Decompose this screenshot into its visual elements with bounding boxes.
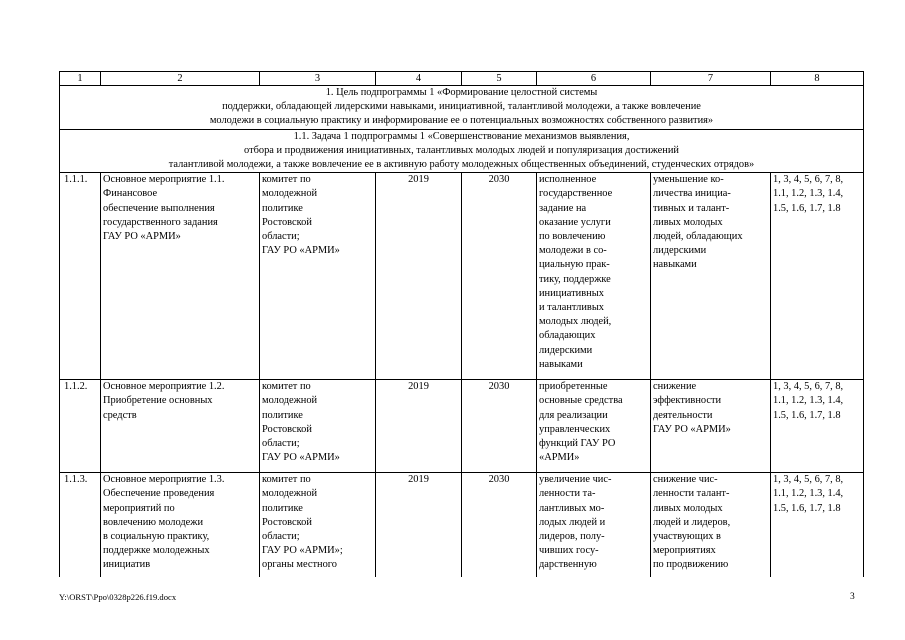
activity-name-line: Основное мероприятие 1.1.	[103, 174, 225, 186]
expected-result-line: задание на	[539, 202, 587, 214]
non-implementation-consequence-line: по продвижению	[653, 559, 729, 571]
related-indicators-line: 1.1, 1.2, 1.3, 1.4,	[773, 188, 844, 200]
task-text-line: 1.1. Задача 1 подпрограммы 1 «Совершенствование механизмов выявления,	[293, 130, 630, 142]
activity-name-line: вовлечению молодежи	[103, 516, 204, 528]
expected-result	[537, 173, 651, 380]
responsible-executor	[260, 380, 376, 473]
related-indicators-line: 1, 3, 4, 5, 6, 7, 8,	[773, 381, 844, 393]
responsible-executor-line: ГАУ РО «АРМИ»;	[262, 545, 343, 557]
expected-result-line: увеличение чис-	[539, 474, 612, 486]
non-implementation-consequence-line: участвующих в	[653, 531, 721, 543]
expected-result-line: тику, поддержке	[539, 273, 611, 285]
expected-result	[537, 473, 651, 578]
table-row	[60, 380, 864, 473]
goal-text-line: молодежи в социальную практику и информирование ее о потенциальных возможностях собственного развития»	[209, 115, 714, 127]
activity-number: 1.1.3.	[60, 473, 101, 578]
task-cell	[60, 129, 864, 173]
responsible-executor-line: Ростовской	[262, 216, 312, 228]
activity-name-line: инициатив	[103, 559, 151, 571]
expected-result-line: управленческих	[539, 423, 611, 435]
expected-result-line: оказание услуги	[539, 216, 611, 228]
goal-cell	[60, 86, 864, 130]
expected-result-line: дарственную	[539, 559, 597, 571]
activity-name-line: Основное мероприятие 1.3.	[103, 474, 225, 486]
goal-text-line: поддержки, обладающей лидерскими навыками, инициативной, талантливой молодежи, а также вовлечение	[222, 101, 701, 113]
responsible-executor-line: политике	[262, 202, 303, 214]
related-indicators-line: 1, 3, 4, 5, 6, 7, 8,	[773, 174, 844, 186]
column-number-8: 8	[771, 72, 864, 86]
goal-text-line: 1. Цель подпрограммы 1 «Формирование целостной системы	[325, 87, 598, 98]
start-year: 2019	[376, 380, 462, 473]
start-year: 2019	[376, 473, 462, 578]
expected-result-line: основные средства	[539, 395, 623, 407]
non-implementation-consequence-line: ГАУ РО «АРМИ»	[653, 423, 731, 435]
activity-name	[101, 380, 260, 473]
responsible-executor-line: органы местного	[262, 559, 337, 571]
expected-result-line: и талантливых	[539, 302, 604, 314]
responsible-executor-line: области;	[262, 531, 300, 543]
activity-name-line: ГАУ РО «АРМИ»	[103, 231, 181, 243]
expected-result-line: циальную прак-	[539, 259, 610, 271]
non-implementation-consequence-line: деятельности	[653, 409, 713, 421]
expected-result-line: для реализации	[539, 409, 608, 421]
goal-row	[60, 86, 864, 130]
expected-result	[537, 380, 651, 473]
related-indicators-line: 1, 3, 4, 5, 6, 7, 8,	[773, 474, 844, 486]
activity-name-line: Основное мероприятие 1.2.	[103, 381, 225, 393]
activity-number: 1.1.1.	[60, 173, 101, 380]
responsible-executor-line: ГАУ РО «АРМИ»	[262, 245, 340, 257]
expected-result-line: ленности та-	[539, 488, 596, 500]
activity-name-line: Приобретение основных	[103, 395, 213, 407]
column-number-3: 3	[260, 72, 376, 86]
responsible-executor	[260, 473, 376, 578]
responsible-executor-line: Ростовской	[262, 423, 312, 435]
non-implementation-consequence-line: эффективности	[653, 395, 722, 407]
responsible-executor-line: области;	[262, 438, 300, 450]
activity-name-line: средств	[103, 409, 137, 421]
non-implementation-consequence-line: людей, обладающих	[653, 231, 743, 243]
responsible-executor	[260, 173, 376, 380]
column-number-7: 7	[651, 72, 771, 86]
column-number-5: 5	[462, 72, 537, 86]
non-implementation-consequence-line: ливых молодых	[653, 502, 723, 514]
activity-name	[101, 173, 260, 380]
column-number-header-row	[60, 72, 864, 86]
non-implementation-consequence-line: навыками	[653, 259, 697, 271]
non-implementation-consequence	[651, 380, 771, 473]
task-text-line: отбора и продвижения инициативных, талантливых молодых людей и популяризация достижений	[244, 144, 679, 156]
non-implementation-consequence	[651, 173, 771, 380]
non-implementation-consequence-line: снижение	[653, 381, 697, 393]
activity-name-line: в социальную практику,	[103, 531, 210, 543]
table-row	[60, 173, 864, 380]
activity-name-line: государственного задания	[103, 216, 218, 228]
non-implementation-consequence-line: ленности талант-	[653, 488, 730, 500]
end-year: 2030	[462, 173, 537, 380]
activity-name	[101, 473, 260, 578]
task-text-line: талантливой молодежи, а также вовлечение ее в активную работу молодежных общественных объединений, студенческих отрядов»	[168, 159, 755, 171]
expected-result-line: лидеров, полу-	[539, 531, 605, 543]
activity-name-line: Обеспечение проведения	[103, 488, 215, 500]
end-year: 2030	[462, 380, 537, 473]
responsible-executor-line: комитет по	[262, 381, 311, 393]
responsible-executor-line: комитет по	[262, 474, 311, 486]
related-indicators	[771, 173, 864, 380]
non-implementation-consequence	[651, 473, 771, 578]
non-implementation-consequence-line: тивных и талант-	[653, 202, 730, 214]
column-number-6: 6	[537, 72, 651, 86]
non-implementation-consequence-line: снижение чис-	[653, 474, 718, 486]
responsible-executor-line: молодежной	[262, 188, 318, 200]
expected-result-line: обладающих	[539, 330, 596, 342]
expected-result-line: молодых людей,	[539, 316, 612, 328]
expected-result-line: по вовлечению	[539, 231, 606, 243]
activity-name-line: обеспечение выполнения	[103, 202, 215, 214]
page-number: 3	[850, 592, 855, 602]
related-indicators-line: 1.5, 1.6, 1.7, 1.8	[773, 202, 841, 214]
table-row	[60, 473, 864, 578]
expected-result-line: лидерскими	[539, 344, 593, 356]
expected-result-line: лантливых мо-	[539, 502, 605, 514]
activity-number: 1.1.2.	[60, 380, 101, 473]
program-table	[59, 71, 864, 577]
responsible-executor-line: области;	[262, 231, 300, 243]
non-implementation-consequence-line: мероприятиях	[653, 545, 716, 557]
related-indicators-line: 1.5, 1.6, 1.7, 1.8	[773, 502, 841, 514]
activity-name-line: Финансовое	[103, 188, 158, 200]
responsible-executor-line: комитет по	[262, 174, 311, 186]
footer-file-path: Y:\ORST\Ppo\0328p226.f19.docx	[59, 592, 177, 602]
related-indicators-line: 1.5, 1.6, 1.7, 1.8	[773, 409, 841, 421]
non-implementation-consequence-line: личества инициа-	[653, 188, 731, 200]
expected-result-line: навыками	[539, 358, 583, 370]
responsible-executor-line: молодежной	[262, 395, 318, 407]
related-indicators	[771, 473, 864, 578]
expected-result-line: «АРМИ»	[539, 452, 580, 464]
expected-result-line: приобретенные	[539, 381, 608, 393]
responsible-executor-line: ГАУ РО «АРМИ»	[262, 452, 340, 464]
expected-result-line: молодежи в со-	[539, 245, 607, 257]
end-year: 2030	[462, 473, 537, 578]
expected-result-line: исполненное	[539, 174, 597, 186]
responsible-executor-line: политике	[262, 502, 303, 514]
non-implementation-consequence-line: уменьшение ко-	[653, 174, 724, 186]
responsible-executor-line: Ростовской	[262, 516, 312, 528]
related-indicators-line: 1.1, 1.2, 1.3, 1.4,	[773, 395, 844, 407]
start-year: 2019	[376, 173, 462, 380]
responsible-executor-line: молодежной	[262, 488, 318, 500]
expected-result-line: лодых людей и	[539, 516, 606, 528]
related-indicators	[771, 380, 864, 473]
activity-name-line: поддержке молодежных	[103, 545, 210, 557]
expected-result-line: инициативных	[539, 287, 604, 299]
activity-name-line: мероприятий по	[103, 502, 175, 514]
related-indicators-line: 1.1, 1.2, 1.3, 1.4,	[773, 488, 844, 500]
expected-result-line: государственное	[539, 188, 613, 200]
responsible-executor-line: политике	[262, 409, 303, 421]
column-number-4: 4	[376, 72, 462, 86]
expected-result-line: чивших госу-	[539, 545, 599, 557]
column-number-1: 1	[60, 72, 101, 86]
non-implementation-consequence-line: лидерскими	[653, 245, 707, 257]
non-implementation-consequence-line: людей и лидеров,	[653, 516, 731, 528]
non-implementation-consequence-line: ливых молодых	[653, 216, 723, 228]
column-number-2: 2	[101, 72, 260, 86]
task-row	[60, 129, 864, 173]
expected-result-line: функций ГАУ РО	[539, 438, 616, 450]
